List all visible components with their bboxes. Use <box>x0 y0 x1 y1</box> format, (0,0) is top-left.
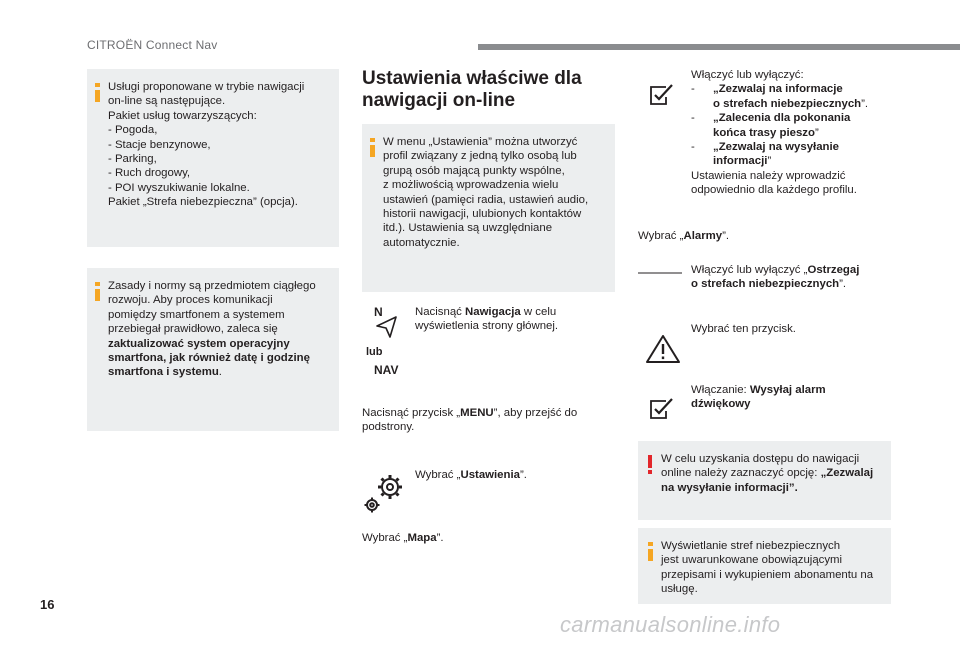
info-box-services <box>87 69 339 247</box>
warning-exclamation-icon <box>648 455 652 474</box>
info-box-smartphone <box>87 268 339 431</box>
toggle-options-block <box>691 68 891 198</box>
select-settings-a: Wybrać „ <box>415 469 461 481</box>
option-walking-route-end: ” <box>814 126 819 139</box>
info-icon <box>95 83 100 102</box>
option-send-info-bold: „Zezwalaj na wysyłanie informacji <box>713 141 839 168</box>
nav-or-text: lub <box>366 346 383 358</box>
smartphone-text <box>108 279 331 380</box>
press-navigation-b: Nawigacja <box>465 306 521 318</box>
option-danger-zones-bold: „Zezwalaj na informacje o strefach niebezpiecznych <box>713 83 862 110</box>
option-send-info <box>691 140 891 169</box>
pick-button-text: Wybrać ten przycisk. <box>691 323 796 335</box>
info-box-profiles <box>362 124 615 292</box>
checkbox-icon <box>648 83 674 107</box>
press-menu-a: Nacisnąć przycisk „ <box>362 407 461 419</box>
option-walking-route-label <box>713 111 850 140</box>
warn-danger-zones-a: Włączyć lub wyłączyć „ <box>691 264 808 276</box>
press-navigation-text <box>415 305 615 334</box>
danger-zones-text: Wyświetlanie stref niebezpiecznych jest uwarunkowane obowiązującymi przepisami i wykupieniem abonamentu na usługę. <box>661 540 874 596</box>
navigation-arrow-icon <box>374 315 400 339</box>
select-alarms-b: Alarmy <box>683 230 723 242</box>
smartphone-text-end: . <box>218 366 222 379</box>
select-alarms-c: ”. <box>722 230 730 242</box>
select-map-text <box>362 531 444 545</box>
option-danger-zones <box>691 82 891 111</box>
toggle-switch-icon <box>638 270 682 276</box>
checkbox-icon <box>648 397 674 421</box>
profile-note: Ustawienia należy wprowadzić odpowiednio dla każdego profilu. <box>691 169 857 197</box>
watermark: carmanualsonline.info <box>560 612 781 637</box>
dash: - <box>691 141 695 154</box>
select-map-c: ”. <box>436 532 444 544</box>
sound-alarm-a: Włączanie: <box>691 384 750 396</box>
nav-icon-group <box>366 305 406 377</box>
select-map-a: Wybrać „ <box>362 532 408 544</box>
option-walking-route <box>691 111 891 140</box>
warning-triangle-icon <box>645 334 681 364</box>
option-send-info-end: ” <box>767 155 772 168</box>
warn-danger-zones-c: ”. <box>839 278 847 291</box>
select-settings-b: Ustawienia <box>460 469 520 481</box>
header-title: CITROËN Connect Nav <box>87 38 218 52</box>
toggle-intro: Włączyć lub wyłączyć: <box>691 69 804 81</box>
option-danger-zones-label <box>713 82 868 111</box>
nav-n-letter: N <box>374 305 383 319</box>
sound-alarm-b: Wysyłaj alarm dźwiękowy <box>691 384 826 411</box>
info-icon <box>95 282 100 301</box>
access-text-bold: „Zezwalaj na wysyłanie informacji”. <box>661 467 874 494</box>
press-navigation-c: w celu wyświetlenia strony głównej. <box>415 306 559 333</box>
profiles-text: W menu „Ustawienia” można utworzyć profil związany z jedną tylko osobą lub grupą osób mającą punkty wspólne, z możliwością wprowadzenia wielu ustawień (pamięci radia, ustawień audio, historii nawigacji, ulubionych kontaktów itd.). Ustawienia są uwzględniane automatycznie. <box>383 136 589 249</box>
select-alarms-a: Wybrać „ <box>638 230 684 242</box>
dash: - <box>691 112 695 125</box>
info-box-danger-zones <box>638 528 891 604</box>
info-icon <box>648 542 653 561</box>
warn-danger-zones-b: Ostrzegaj o strefach niebezpiecznych <box>691 264 860 291</box>
option-danger-zones-end: ”. <box>861 97 869 110</box>
select-settings-c: ”. <box>519 469 527 481</box>
option-send-info-label <box>713 140 839 169</box>
header-bar <box>478 44 960 50</box>
smartphone-text-plain: Zasady i normy są przedmiotem ciągłego rozwoju. Aby proces komunikacji pomiędzy smartfonem a systemem przebiegał prawidłowo, zaleca się <box>108 280 316 336</box>
access-text <box>661 452 887 495</box>
select-settings-text <box>415 468 527 482</box>
dash: - <box>691 83 695 96</box>
nav-button-label: NAV <box>374 363 399 377</box>
option-walking-route-bold: „Zalecenia dla pokonania końca trasy pieszo <box>713 112 851 139</box>
sound-alarm-text <box>691 383 891 412</box>
press-menu-b: MENU <box>460 407 494 419</box>
smartphone-text-bold: zaktualizować system operacyjny smartfona, jak również datę i godzinę smartfona i systemu <box>108 337 310 379</box>
press-menu-text <box>362 406 612 435</box>
warn-danger-zones-text <box>691 263 891 292</box>
warning-box-access <box>638 441 891 520</box>
services-text: Usługi proponowane w trybie nawigacji on-line są następujące. Pakiet usług towarzyszących: - Pogoda, - Stacje benzynowe, - Parking, - Ruch drogowy, - POI wyszukiwanie lokalne. Pakiet „Strefa niebezpieczna” (opcja). <box>108 81 305 209</box>
select-map-b: Mapa <box>407 532 437 544</box>
press-menu-c: ”, aby przejść do podstrony. <box>362 407 578 434</box>
page-number: 16 <box>40 597 55 612</box>
access-text-plain: W celu uzyskania dostępu do nawigacji online należy zaznaczyć opcję: <box>661 453 860 480</box>
section-title: Ustawienia właściwe dla nawigacji on-line <box>362 68 582 111</box>
settings-gears-icon <box>364 472 408 516</box>
select-alarms-text <box>638 229 729 243</box>
info-icon <box>370 138 375 157</box>
press-navigation-a: Nacisnąć <box>415 306 466 318</box>
